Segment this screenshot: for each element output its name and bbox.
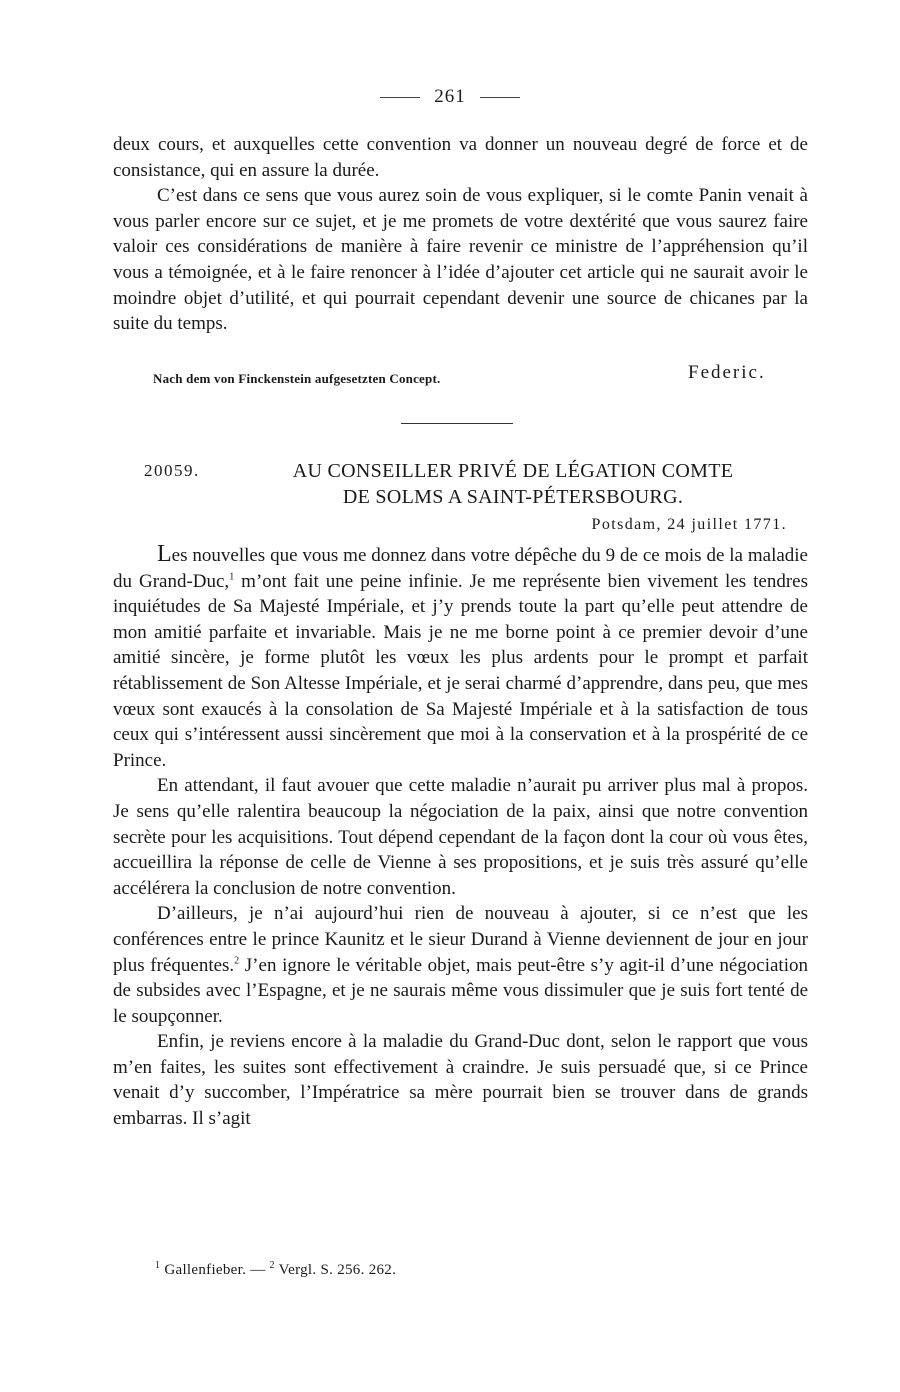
paragraph-text: es nouvelles que vous me donnez dans votre dépêche du 9 de ce mois de la maladie du Grand-Duc, [113,545,808,592]
header-dash-left [380,97,420,98]
letter-heading-line2: DE SOLMS A SAINT-PÉTERSBOURG. [342,486,684,508]
paragraph [113,901,808,1029]
paragraph-text: D’ailleurs, je n’ai aujourd’hui rien de nouveau à ajouter, si ce n’est que les conférences entre le prince Kaunitz et le sieur Durand à Vienne deviennent de jour en jour plus fréquentes. [113,903,808,976]
paragraph: deux cours, et auxquelles cette convention va donner un nouveau degré de force et de consistance, qui en assure la durée. [113,134,808,181]
footnote-number: 1 [155,1260,161,1271]
footnote-marker: 2 [234,955,240,967]
letter-number: 20059. [144,461,200,480]
footnote-text: Gallenfieber. — [160,1262,270,1278]
paragraph [113,542,808,773]
page-number-header [0,86,900,108]
letter-dateline: Potsdam, 24 juillet 1771. [591,516,787,533]
paragraph: C’est dans ce sens que vous aurez soin de vous expliquer, si le comte Panin venait à vous parler encore sur ce sujet, et je me promets de votre dextérité que vous saurez faire valoir ces considérations de manière à faire revenir ce ministre de l’appréhension qu’il vous a témoignée, et à le faire renoncer à l’idée d’ajouter cet article qui ne saurait avoir le moindre objet d’utilité, et qui pourrait cependant devenir une source de chicanes par la suite du temps. [113,185,808,335]
footnote-number: 2 [269,1260,275,1271]
footnotes [155,1262,396,1279]
paragraph-text: J’en ignore le véritable objet, mais peut-être s’y agit-il d’une négociation de subsides avec l’Espagne, et je ne saurais même vous dissimuler que je suis fort tenté de le soupçonner. [113,954,808,1027]
page-number: 261 [434,86,466,107]
paragraph: Enfin, je reviens encore à la maladie du Grand-Duc dont, selon le rapport que vous m’en faites, les suites sont effectivement à craindre. Je suis persuadé que, si ce Prince venait d’y succomber, l’Impératrice sa mère pourrait bien se trouver dans de grands embarras. Il s’agit [113,1031,808,1130]
footnote-text: Vergl. S. 256. 262. [274,1262,397,1278]
footnote-marker: 1 [229,571,235,583]
paragraph-text: m’ont fait une peine infinie. Je me représente bien vivement les tendres inquiétudes de Sa Majesté Impériale, et j’y prends toute la part qu’elle peut attendre de mon amitié parfaite et invariable. Mais je ne me borne point à ce premier devoir d’une amitié sincère, je forme plutôt les vœux les plus ardents pour le prompt et parfait rétablissement de Son Altesse Impériale, et je serai charmé d’apprendre, dans peu, que mes vœux sont exaucés à la consolation de Sa Majesté Impériale et à la satisfaction de tous ceux qui s’intéressent aussi sincèrement que moi à la conservation et à la prospérité de ce Prince. [113,570,808,771]
letter-heading-line1: AU CONSEILLER PRIVÉ DE LÉGATION COMTE [292,460,734,482]
previous-letter-ending [113,132,808,337]
source-note: Nach dem von Finckenstein aufgesetzten Concept. [153,371,441,386]
section-divider [401,423,513,424]
header-dash-right [480,97,520,98]
letter-body [113,542,808,1132]
initial-letter: L [157,541,172,567]
paragraph: En attendant, il faut avouer que cette maladie n’aurait pu arriver plus mal à propos. Je sens qu’elle ralentira beaucoup la négociation de la paix, ainsi que notre convention secrète pour les acquisitions. Tout dépend cependant de la façon dont la cour où vous êtes, accueillira la réponse de celle de Vienne à ses propositions, et je suis très assuré qu’elle accélérera la conclusion de notre convention. [113,775,808,899]
signature: Federic. [688,362,766,383]
